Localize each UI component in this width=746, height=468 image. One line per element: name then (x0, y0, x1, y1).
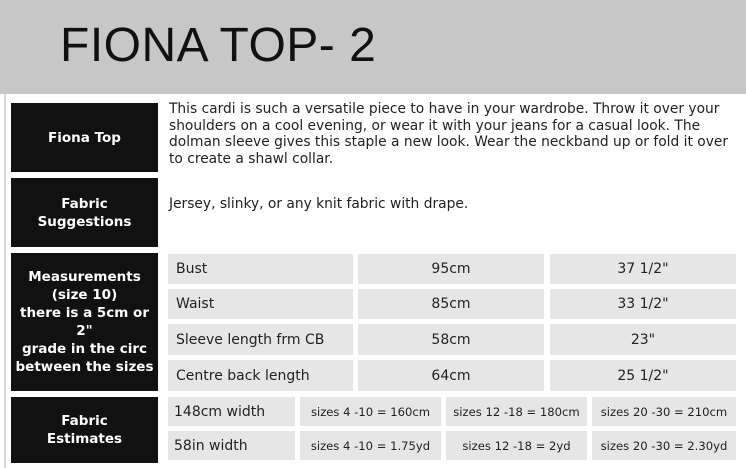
measurement-name: Sleeve length frm CB (168, 324, 353, 355)
estimate-sizes-large: sizes 20 -30 = 2.30yd (592, 431, 736, 460)
measurement-cm: 95cm (358, 254, 544, 284)
measurement-cm: 85cm (358, 289, 544, 319)
estimate-width: 148cm width (168, 397, 295, 426)
estimate-sizes-medium: sizes 12 -18 = 180cm (446, 397, 587, 426)
fabric-estimates-label (11, 397, 158, 463)
fabric-estimates-label-text: Fabric Estimates (46, 413, 123, 447)
measurement-cm: 64cm (358, 360, 544, 391)
fiona-top-description: This cardi is such a versatile piece to have in your wardrobe. Throw it over your shoulders on a cool evening, or wear it with your jeans for a casual look. The dolman sleeve gives this staple a new look. Wear the neckband up or fold it over to create a shawl collar. (169, 101, 729, 167)
fabric-suggestions-text: Jersey, slinky, or any knit fabric with drape. (169, 196, 469, 212)
measurement-inch: 23" (550, 324, 736, 355)
measurement-cm: 58cm (358, 324, 544, 355)
measurement-name: Bust (168, 254, 353, 284)
measurement-inch: 33 1/2" (550, 289, 736, 319)
measurement-inch: 37 1/2" (550, 254, 736, 284)
measurements-label (11, 253, 158, 391)
estimate-sizes-small: sizes 4 -10 = 160cm (300, 397, 441, 426)
measurement-inch: 25 1/2" (550, 360, 736, 391)
fiona-top-label (11, 103, 158, 172)
measurements-label-text: Measurements (size 10) there is a 5cm or 2" grade in the circ between the sizes (15, 269, 154, 375)
estimate-width: 58in width (168, 431, 295, 460)
estimate-sizes-large: sizes 20 -30 = 210cm (592, 397, 736, 426)
estimate-sizes-medium: sizes 12 -18 = 2yd (446, 431, 587, 460)
estimate-sizes-small: sizes 4 -10 = 1.75yd (300, 431, 441, 460)
measurement-name: Waist (168, 289, 353, 319)
fabric-suggestions-label-text: Fabric Suggestions (37, 195, 132, 230)
fiona-top-label-text: Fiona Top (48, 129, 121, 146)
header-band (0, 0, 746, 94)
page-title: FIONA TOP- 2 (60, 19, 377, 72)
fabric-suggestions-label (11, 178, 158, 247)
measurement-name: Centre back length (168, 360, 353, 391)
